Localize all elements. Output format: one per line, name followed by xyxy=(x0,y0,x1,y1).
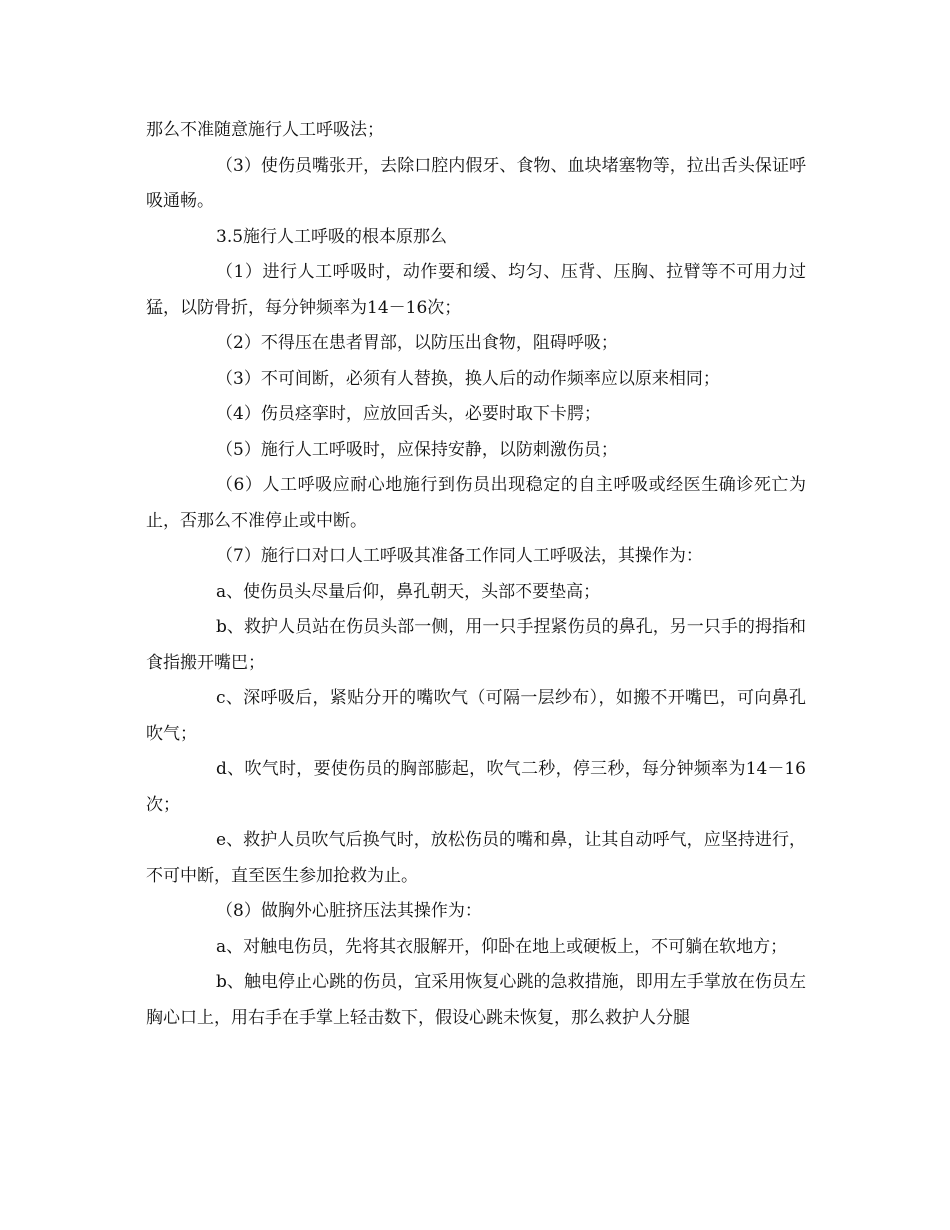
paragraph: （8）做胸外心脏挤压法其操作为： xyxy=(216,901,482,921)
paragraph: （7）施行口对口人工呼吸其准备工作同人工呼吸法，其操作为： xyxy=(216,546,703,566)
paragraph: a、对触电伤员，先将其衣服解开，仰卧在地上或硬板上，不可躺在软地方； xyxy=(216,936,788,957)
paragraph: b、救护人员站在伤员头部一侧，用一只手捏紧伤员的鼻孔，另一只手的拇指和食指搬开嘴巴； xyxy=(146,617,806,673)
paragraph: d、吹气时，要使伤员的胸部膨起，吹气二秒，停三秒，每分钟频率为14－16次； xyxy=(146,759,806,815)
paragraph: （6）人工呼吸应耐心地施行到伤员出现稳定的自主呼吸或经医生确诊死亡为止，否那么不准停止或中断。 xyxy=(146,475,806,531)
paragraph: （3）使伤员嘴张开，去除口腔内假牙、食物、血块堵塞物等，拉出舌头保证呼吸通畅。 xyxy=(146,155,806,211)
paragraph: b、触电停止心跳的伤员，宜采用恢复心跳的急救措施，即用左手掌放在伤员左胸心口上，用右手在手掌上轻击数下，假设心跳未恢复，那么救护人分腿 xyxy=(146,972,806,1028)
paragraph: （4）伤员痉挛时，应放回舌头，必要时取下卡腭； xyxy=(216,404,601,424)
paragraph: （2）不得压在患者胃部，以防压出食物，阻碍呼吸； xyxy=(216,333,618,353)
paragraph: a、使伤员头尽量后仰，鼻孔朝天，头部不要垫高； xyxy=(216,581,601,602)
paragraph: （1）进行人工呼吸时，动作要和缓、均匀、压背、压胸、拉臂等不可用力过猛，以防骨折，每分钟频率为14－16次； xyxy=(146,262,806,318)
paragraph: （5）施行人工呼吸时，应保持安静，以防刺激伤员； xyxy=(216,439,618,460)
document-body xyxy=(146,113,806,1036)
section-heading: 3.5施行人工呼吸的根本原那么 xyxy=(216,226,448,247)
paragraph: e、救护人员吹气后换气时，放松伤员的嘴和鼻，让其自动呼气，应坚持进行，不可中断，直至医生参加抢救为止。 xyxy=(146,830,806,886)
paragraph: （3）不可间断，必须有人替换，换人后的动作频率应以原来相同； xyxy=(216,368,720,389)
paragraph: 那么不准随意施行人工呼吸法； xyxy=(146,120,384,140)
paragraph: c、深呼吸后，紧贴分开的嘴吹气（可隔一层纱布），如搬不开嘴巴，可向鼻孔吹气； xyxy=(146,688,806,744)
